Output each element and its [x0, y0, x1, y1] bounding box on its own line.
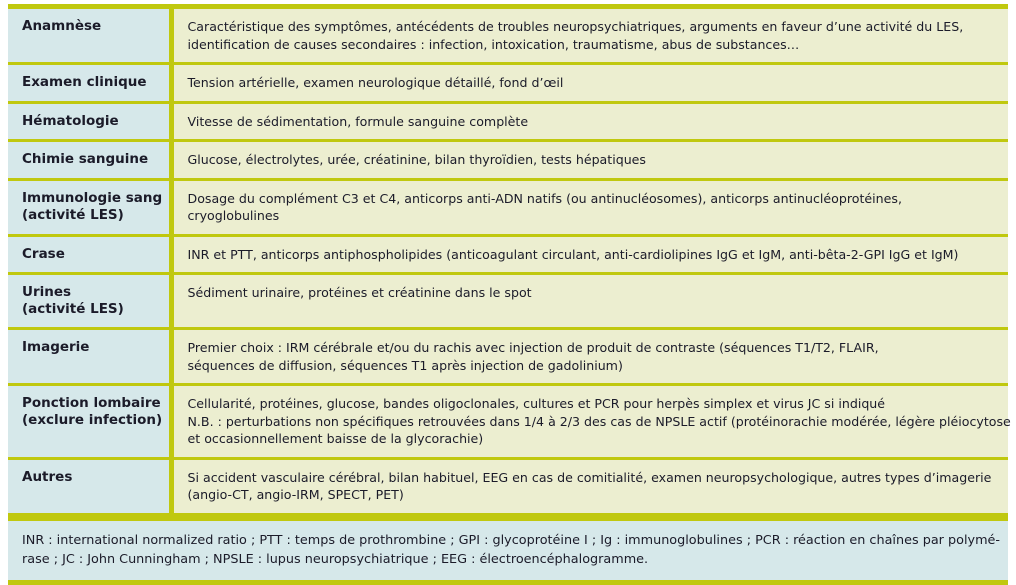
row-label-cell — [8, 385, 171, 459]
content-line: Premier choix : IRM cérébrale et/ou du rachis avec injection de produit de contraste (séquences T1/T2, FLAIR, — [187, 340, 879, 355]
investigations-table — [8, 9, 1011, 516]
table-row — [8, 329, 1008, 385]
row-label: Anamnèse — [22, 18, 102, 34]
content-line: INR et PTT, anticorps antiphospholipides (anticoagulant circulant, anti-cardiolipines IgG et IgM, anti-bêta-2-GPI IgG et IgM) — [187, 246, 959, 262]
row-label-sub: (activité LES) — [22, 301, 124, 317]
row-label-cell — [8, 102, 171, 141]
row-content-cell — [171, 64, 1008, 103]
table-row — [8, 102, 1008, 141]
row-content-cell — [171, 235, 1008, 274]
content-line: N.B. : perturbations non spécifiques retrouvées dans 1/4 à 2/3 des cas de NPSLE actif (protéinorachie modérée, légère pléiocytose — [187, 413, 1011, 429]
row-label: Ponction lombaire — [22, 395, 161, 411]
content-line: et occasionnellement baisse de la glycorachie) — [187, 431, 484, 446]
content-line: Sédiment urinaire, protéines et créatinine dans le spot — [187, 285, 532, 300]
row-content-cell — [171, 141, 1008, 180]
content-line: Si accident vasculaire cérébral, bilan habituel, EEG en cas de comitialité, examen neuropsychologique, autres types d’imagerie — [187, 469, 992, 485]
table-bottom-rule — [8, 580, 1008, 585]
row-label-cell — [8, 235, 171, 274]
footnote-line: INR : international normalized ratio ; PTT : temps de prothrombine ; GPI : glycoprotéine I ; Ig : immunoglobulines ; PCR : réaction en chaînes par polymé- — [22, 532, 1001, 548]
row-label-cell — [8, 179, 171, 235]
content-line: Tension artérielle, examen neurologique détaillé, fond d’œil — [187, 75, 564, 90]
row-content-cell — [171, 9, 1008, 64]
row-label-cell — [8, 64, 171, 103]
content-line: (angio-CT, angio-IRM, SPECT, PET) — [187, 487, 404, 502]
row-label-cell — [8, 274, 171, 329]
row-label-sub: (exclure infection) — [22, 412, 163, 428]
row-label: Imagerie — [22, 339, 90, 355]
row-content-cell — [171, 458, 1008, 514]
table-footnote — [8, 516, 1008, 580]
table-row — [8, 9, 1008, 64]
row-label: Crase — [22, 245, 65, 262]
row-label-cell — [8, 9, 171, 64]
row-label: Chimie sanguine — [22, 151, 149, 167]
content-line: identification de causes secondaires : infection, intoxication, traumatisme, abus de substances… — [187, 36, 800, 52]
content-line: Glucose, électrolytes, urée, créatinine, bilan thyroïdien, tests hépatiques — [187, 152, 646, 167]
table-row — [8, 274, 1008, 329]
content-line: Caractéristique des symptômes, antécédents de troubles neuropsychiatriques, arguments en faveur d’une activité du LES, — [187, 19, 964, 34]
content-line: Dosage du complément C3 et C4, anticorps anti-ADN natifs (ou antinucléosomes), anticorps antinucléoprotéines, — [187, 190, 902, 206]
row-content-cell — [171, 385, 1011, 459]
row-content-cell — [171, 329, 1008, 385]
table-row — [8, 385, 1008, 459]
row-label-cell — [8, 141, 171, 180]
row-label: Autres — [22, 468, 73, 485]
content-line: cryoglobulines — [187, 208, 280, 223]
row-content-cell — [171, 274, 1008, 329]
table-row — [8, 64, 1008, 103]
table-body — [8, 9, 1011, 514]
row-content-cell — [171, 102, 1008, 141]
investigations-table-figure — [0, 4, 1016, 567]
content-line: Vitesse de sédimentation, formule sanguine complète — [187, 113, 529, 129]
table-row — [8, 179, 1008, 235]
row-label-sub: (activité LES) — [22, 206, 124, 223]
table-row — [8, 458, 1008, 514]
row-content-cell — [171, 179, 1008, 235]
row-label-cell — [8, 329, 171, 385]
content-line: séquences de diffusion, séquences T1 après injection de gadolinium) — [187, 357, 623, 373]
content-line: Cellularité, protéines, glucose, bandes oligoclonales, cultures et PCR pour herpès simplex et virus JC si indiqué — [187, 396, 886, 411]
table-row — [8, 235, 1008, 274]
row-label: Hématologie — [22, 112, 119, 129]
row-label: Examen clinique — [22, 74, 147, 90]
row-label-cell — [8, 458, 171, 514]
footnote-line: rase ; JC : John Cunningham ; NPSLE : lupus neuropsychiatrique ; EEG : électroencéphalogramme. — [22, 551, 649, 567]
row-label: Urines — [22, 284, 72, 300]
table-row — [8, 141, 1008, 180]
row-label: Immunologie sang — [22, 189, 163, 206]
